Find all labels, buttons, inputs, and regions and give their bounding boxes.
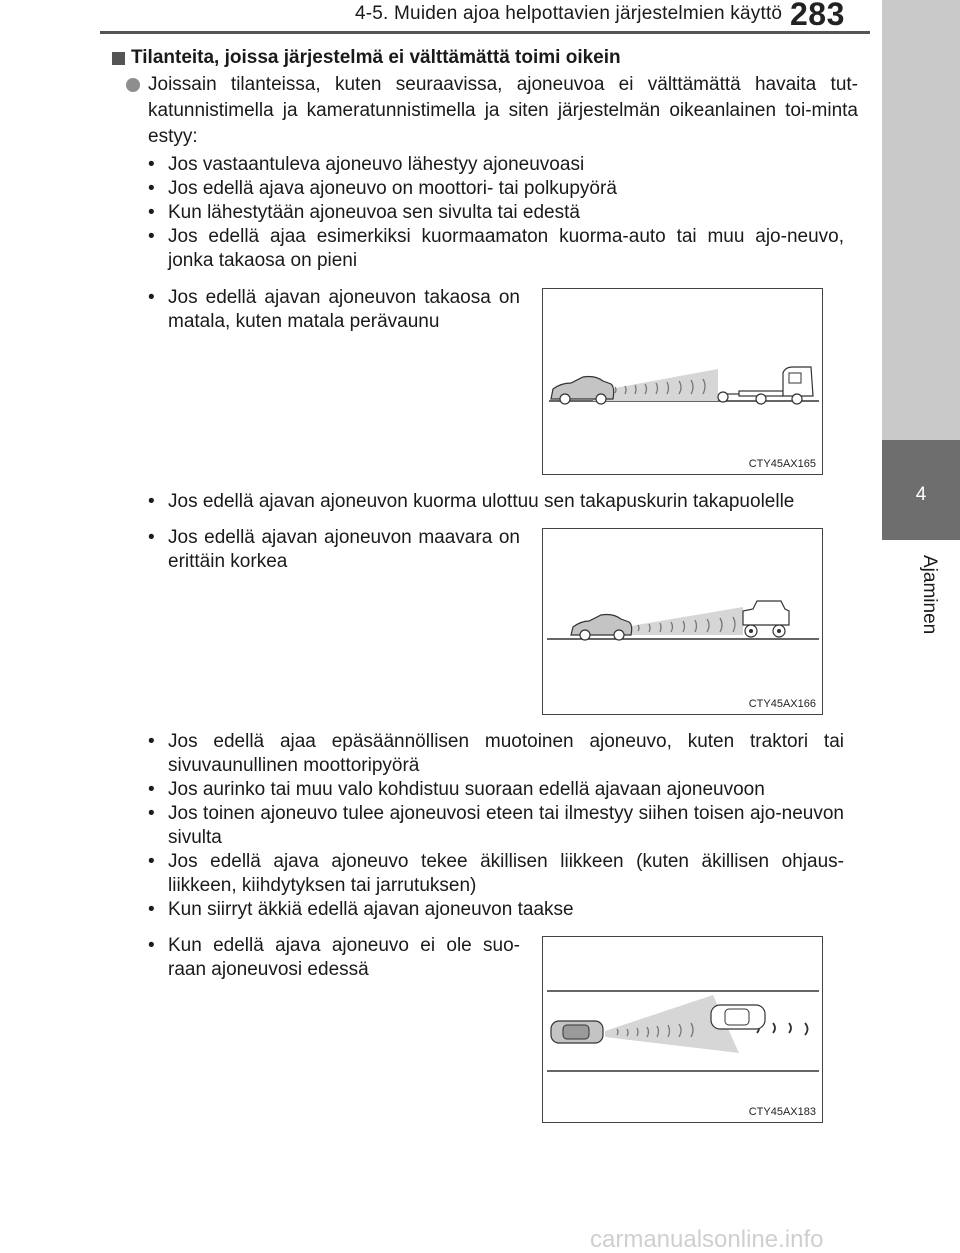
figure-high-clearance [542, 528, 823, 715]
chapter-side-tab [882, 0, 960, 1253]
figure-caption: CTY45AX165 [748, 458, 816, 470]
figure-offset-vehicle [542, 936, 823, 1123]
list-item: • Kun edellä ajava ajoneuvo ei ole suo-raan ajoneuvosi edessä [148, 934, 520, 982]
round-bullet-icon [126, 78, 140, 92]
figure-caption: CTY45AX166 [748, 698, 816, 710]
figure-2-bullet [148, 526, 520, 574]
page-number: 283 [790, 0, 845, 32]
page-header [0, 0, 960, 36]
chapter-number: 4 [915, 484, 927, 505]
figure-1-bullet [148, 286, 520, 334]
list-item: • Kun lähestytään ajoneuvoa sen sivulta tai edestä [148, 201, 844, 225]
list-item: • Jos edellä ajavan ajoneuvon kuorma ulottuu sen takapuskurin takapuolelle [148, 490, 844, 514]
list-item: • Jos edellä ajavan ajoneuvon takaosa on matala, kuten matala perävaunu [148, 286, 520, 334]
heading-square-icon [112, 52, 125, 65]
list-item: • Jos edellä ajavan ajoneuvon maavara on erittäin korkea [148, 526, 520, 574]
figure-3-bullet [148, 934, 520, 982]
watermark: carmanualsonline.info [590, 1226, 824, 1253]
bullet-list-3 [148, 730, 844, 922]
list-item: • Jos aurinko tai muu valo kohdistuu suoraan edellä ajavaan ajoneuvoon [148, 778, 844, 802]
figure-caption: CTY45AX183 [748, 1106, 816, 1118]
side-tab-top [882, 0, 960, 440]
list-item: • Jos edellä ajava ajoneuvo tekee äkillisen liikkeen (kuten äkillisen ohjaus-liikkeen, kiihdytyksen tai jarrutuksen) [148, 850, 844, 898]
intro-text: Joissain tilanteissa, kuten seuraavissa, ajoneuvoa ei välttämättä havaita tut-katunnistimella ja kameratunnistimella ja siten järjestelmän oikeanlainen toi-minta estyy: [148, 74, 858, 147]
list-item: • Jos edellä ajaa esimerkiksi kuormaamaton kuorma-auto tai muu ajo-neuvo, jonka takaosa on pieni [148, 225, 844, 273]
figure-low-trailer [542, 288, 823, 475]
bullet-single [148, 490, 844, 514]
header-rule [100, 31, 870, 34]
list-item: • Jos vastaantuleva ajoneuvo lähestyy ajoneuvoasi [148, 153, 844, 177]
chapter-label: Ajaminen [919, 555, 940, 635]
low-trailer-illustration [543, 289, 821, 473]
list-item: • Jos edellä ajaa epäsäännöllisen muotoinen ajoneuvo, kuten traktori tai sivuvaunullinen moottoripyörä [148, 730, 844, 778]
bullet-list-1 [148, 153, 844, 273]
section-heading-text: Tilanteita, joissa järjestelmä ei välttämättä toimi oikein [131, 47, 621, 68]
list-item: • Kun siirryt äkkiä edellä ajavan ajoneuvon taakse [148, 898, 844, 922]
intro-paragraph [126, 72, 858, 150]
offset-vehicle-illustration [543, 937, 821, 1121]
list-item: • Jos toinen ajoneuvo tulee ajoneuvosi eteen tai ilmestyy siihen toisen ajo-neuvon sivulta [148, 802, 844, 850]
list-item: • Jos edellä ajava ajoneuvo on moottori- tai polkupyörä [148, 177, 844, 201]
high-clearance-illustration [543, 529, 821, 713]
chapter-section-title: 4-5. Muiden ajoa helpottavien järjestelmien käyttö [355, 3, 783, 24]
section-heading [112, 47, 621, 69]
